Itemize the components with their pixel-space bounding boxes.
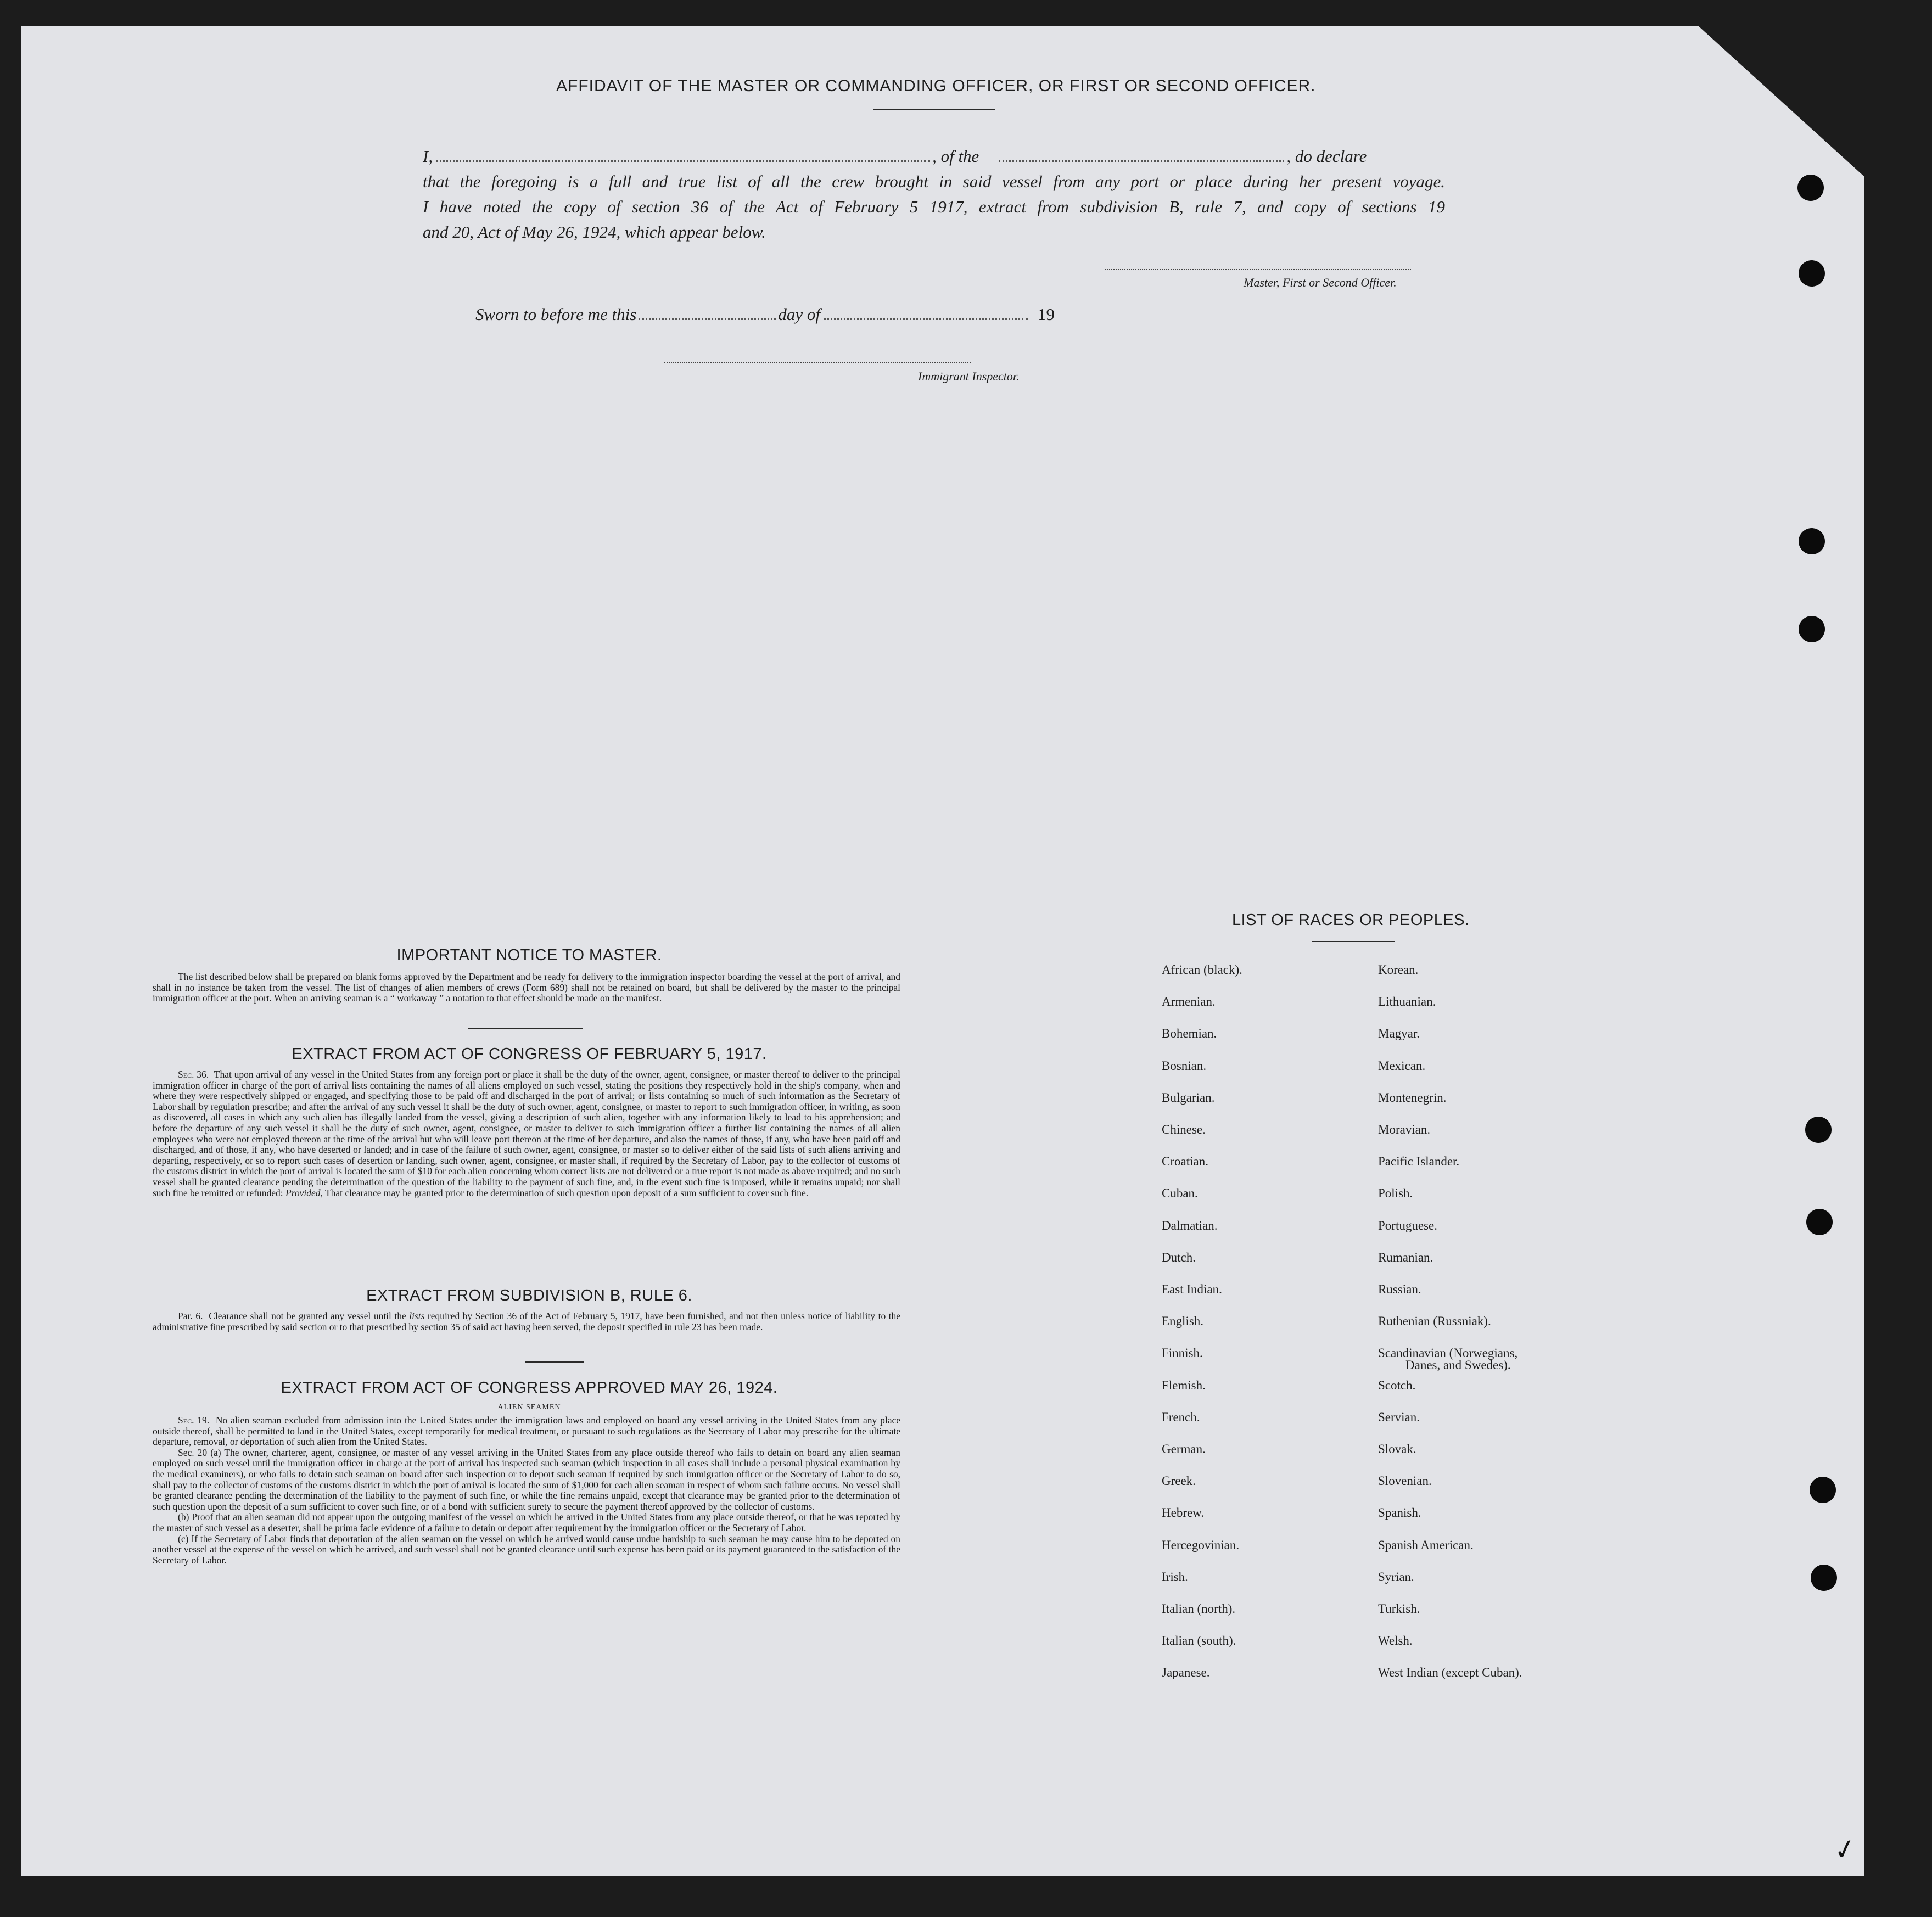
lists-word: lists [409, 1310, 425, 1321]
sec-19-text: No alien seaman excluded from admission into the United States under the immigration laws and employed on board any vessel arriving in the United States from any place outside thereof, shall be permitted to land in the United States, except temporarily for medical treatment, or pursuant to such regulations as the Secretary of Labor may prescribe for the ultimate departure, removal, or deportation of such alien from the United States. [153, 1415, 900, 1448]
inspector-signature-label: Immigrant Inspector. [918, 369, 1020, 383]
sworn-month-field[interactable] [824, 308, 1028, 320]
sec-20b-paragraph: (b) Proof that an alien seaman did not appear upon the outgoing manifest of the vessel on which he arrived in the United States from any place outside thereof, or that he was reported by the master of such vessel as a deserter, shall be prima facie evidence of a failure to detain or deport after requirement by the immigration officer or the Secretary of Labor. [153, 1511, 900, 1533]
extract-rule6-text [153, 1311, 900, 1332]
par-6-label: Par. 6. [178, 1310, 203, 1321]
race-item: Irish. [1162, 1570, 1188, 1584]
title-underline [873, 109, 995, 110]
race-item: Finnish. [1162, 1346, 1203, 1360]
race-item: German. [1162, 1442, 1206, 1456]
race-item: Servian. [1378, 1410, 1420, 1424]
punch-hole [1811, 1565, 1837, 1591]
race-item: Scotch. [1378, 1378, 1416, 1392]
section-divider [525, 1361, 584, 1363]
affidavit-of-the: , of the [932, 147, 979, 166]
affidavit-i: I, [423, 147, 433, 166]
race-item: Greek. [1162, 1474, 1196, 1488]
race-item: Ruthenian (Russniak). [1378, 1314, 1491, 1328]
race-item-continuation: Danes, and Swedes). [1405, 1358, 1511, 1372]
race-item: Rumanian. [1378, 1251, 1433, 1264]
affidavit-title: AFFIDAVIT OF THE MASTER OR COMMANDING OFFICER, OR FIRST OR SECOND OFFICER. [556, 77, 1316, 95]
race-item: Spanish. [1378, 1506, 1421, 1520]
race-item: East Indian. [1162, 1282, 1222, 1296]
races-title: LIST OF RACES OR PEOPLES. [1232, 911, 1470, 929]
affidavit-line-2: that the foregoing is a full and true list of all the crew brought in said vessel from any port or place during her present voyage. [423, 172, 1445, 191]
races-title-underline [1312, 941, 1395, 942]
alien-seamen-subheading: ALIEN SEAMEN [497, 1403, 561, 1411]
sec-19-label: Sec. 19. [178, 1415, 210, 1426]
sec-20a-paragraph: Sec. 20 (a) The owner, charterer, agent, consignee, or master of any vessel arriving in the United States from any place outside thereof who fails to detain on board any alien seaman employed on such vessel until the immigration officer in charge at the port of arrival has inspected such seaman (which inspection in all cases shall include a personal physical examination by the medical examiners), or who fails to detain such seaman on board after such inspection or to deport such seaman if required by such immigration officer or the Secretary of Labor to do so, shall pay to the collector of customs of the customs district in which the port of arrival is located the sum of $1,000 for each alien seaman in respect of whom such failure occurs. No vessel shall be granted clearance pending the determination of the liability to the payment of such fine, or while the fine remains unpaid, except that clearance may be granted prior to the determination of such question upon the deposit of a sum sufficient to cover such fine, or of a bond with sufficient surety to secure the payment thereof approved by the collector of customs. [153, 1447, 900, 1512]
sec-20c-paragraph: (c) If the Secretary of Labor finds that deportation of the alien seaman on the vessel on which he arrived would cause undue hardship to such seaman he may cause him to be deported on another vessel at the expense of the vessel on which he arrived, and such vessel shall not be granted clearance until such expense has been paid or its payment guaranteed to the satisfaction of the Secretary of Labor. [153, 1533, 900, 1566]
race-item: Croatian. [1162, 1154, 1208, 1168]
sworn-day-of: day of [778, 305, 820, 324]
race-item: Slovenian. [1378, 1474, 1432, 1488]
extract-rule6-title: EXTRACT FROM SUBDIVISION B, RULE 6. [366, 1287, 692, 1304]
punch-hole [1799, 260, 1825, 287]
sworn-line [475, 305, 1055, 324]
extract-1924-title: EXTRACT FROM ACT OF CONGRESS APPROVED MAY 26, 1924. [281, 1379, 778, 1397]
affidavit-text [423, 144, 1445, 245]
race-item: Turkish. [1378, 1602, 1420, 1616]
race-item: Japanese. [1162, 1666, 1210, 1679]
race-item: Hebrew. [1162, 1506, 1205, 1520]
race-item: Mexican. [1378, 1059, 1426, 1073]
race-item: Bohemian. [1162, 1027, 1217, 1040]
par-6-paragraph [153, 1311, 900, 1332]
notice-title: IMPORTANT NOTICE TO MASTER. [396, 946, 662, 964]
extract-1917-title: EXTRACT FROM ACT OF CONGRESS OF FEBRUARY 5, 1917. [292, 1045, 767, 1063]
race-item: Chinese. [1162, 1123, 1206, 1136]
sec-36-label: Sec. 36. [178, 1069, 209, 1080]
proviso-word: Provided, [285, 1187, 323, 1198]
race-item: Spanish American. [1378, 1538, 1474, 1552]
race-item: Flemish. [1162, 1378, 1206, 1392]
officer-signature-line[interactable] [1105, 269, 1411, 270]
race-item: Dalmatian. [1162, 1219, 1218, 1232]
race-item: Scandinavian (Norwegians, [1378, 1346, 1518, 1360]
race-item: Syrian. [1378, 1570, 1414, 1584]
extract-1924-text [153, 1415, 900, 1566]
vessel-field[interactable] [999, 149, 1284, 162]
race-item: Italian (south). [1162, 1634, 1236, 1647]
race-item: Welsh. [1378, 1634, 1413, 1647]
notice-paragraph: The list described below shall be prepared on blank forms approved by the Department and be ready for delivery to the immigration inspector boarding the vessel at the port of arrival, and shall in no instance be taken from the vessel. The list of changes of alien members of crews (Form 689) shall not be retained on board, but shall be delivered by the master to the principal immigration officer at the port. When an arriving seaman is a “ workaway ” a notation to that effect should be made on the manifest. [153, 971, 900, 1004]
race-item: Dutch. [1162, 1251, 1196, 1264]
race-item: Cuban. [1162, 1186, 1198, 1200]
extract-1917-text [153, 1069, 900, 1198]
race-item: Pacific Islander. [1378, 1154, 1460, 1168]
punch-hole [1806, 1209, 1833, 1235]
proviso-text: That clearance may be granted prior to the determination of such question upon deposit of a sum sufficient to cover such fine. [324, 1187, 809, 1198]
section-divider [468, 1028, 583, 1029]
race-item: Italian (north). [1162, 1602, 1236, 1616]
race-item: Armenian. [1162, 995, 1216, 1008]
sec-36-text: That upon arrival of any vessel in the United States from any foreign port or place it shall be the duty of the owner, agent, consignee, or master thereof to deliver to the principal immigration officer in charge of the port of arrival lists containing the names of all aliens employed on such vessel, stating the positions they respectively hold in the ship's company, when and where they were respectively shipped or engaged, and specifying those to be paid off and discharged in the port of arrival; or lists containing so much of such information as the Secretary of Labor shall by regulation prescribe; and after the arrival of any such vessel it shall be the duty of such owner, agent, consignee, or master to report to such immigration officer, in writing, as soon as discovered, all cases in which any such alien has illegally landed from the vessel, giving a description of such alien, together with any information likely to lead to his apprehension; and before the departure of any such vessel it shall be the duty of such owner, agent, consignee, or master to deliver to such immigration officer a further list containing the names of all alien employees who were not employed thereon at the time of the arrival but who will leave port thereon at the time of her departure, and also the names of those, if any, who have been paid off and discharged, and of those, if any, who have deserted or landed; and in case of the failure of such owner, agent, consignee, or master so to deliver either of the said lists of such aliens arriving and departing, respectively, or so to report such cases of desertion or landing, such owner, agent, consignee, or master shall, if required by the Secretary of Labor, pay to the collector of customs of the customs district in which the port of arrival is located the sum of $10 for each alien concerning whom correct lists are not delivered or a true report is not made as above required; and no such vessel shall be granted clearance pending the determination of the question of the liability to the payment of such fine, and, in the event such fine is imposed, while it remains unpaid; nor shall such fine be remitted or refunded: [153, 1069, 900, 1198]
race-item: Slovak. [1378, 1442, 1416, 1456]
race-item: African (black). [1162, 963, 1242, 977]
race-item: West Indian (except Cuban). [1378, 1666, 1522, 1679]
race-item: Bulgarian. [1162, 1091, 1215, 1105]
race-item: Montenegrin. [1378, 1091, 1447, 1105]
race-item: Russian. [1378, 1282, 1421, 1296]
race-item: Bosnian. [1162, 1059, 1207, 1073]
race-item: Korean. [1378, 963, 1419, 977]
punch-hole [1799, 528, 1825, 554]
race-item: Lithuanian. [1378, 995, 1436, 1008]
race-item: French. [1162, 1410, 1200, 1424]
sworn-year-prefix: 19 [1037, 305, 1055, 324]
handwritten-check-mark: ✓ [1830, 1832, 1860, 1867]
affidavit-line-4: and 20, Act of May 26, 1924, which appear below. [423, 222, 766, 242]
race-item: Moravian. [1378, 1123, 1431, 1136]
officer-signature-label: Master, First or Second Officer. [1244, 276, 1397, 289]
punch-hole [1799, 616, 1825, 642]
race-item: English. [1162, 1314, 1204, 1328]
inspector-signature-line[interactable] [664, 362, 971, 363]
sec-36-paragraph [153, 1069, 900, 1198]
name-field[interactable] [436, 149, 930, 162]
sworn-day-field[interactable] [639, 308, 776, 320]
notice-text [153, 972, 900, 1004]
race-item: Hercegovinian. [1162, 1538, 1240, 1552]
race-item: Polish. [1378, 1186, 1413, 1200]
punch-hole [1810, 1477, 1836, 1503]
affidavit-line-3: I have noted the copy of section 36 of the Act of February 5 1917, extract from subdivision B, rule 7, and copy of sections 19 [423, 197, 1445, 216]
affidavit-do-declare: , do declare [1286, 147, 1367, 166]
punch-hole [1797, 175, 1824, 201]
race-item: Magyar. [1378, 1027, 1420, 1040]
sworn-prefix: Sworn to before me this [475, 305, 637, 324]
race-item: Portuguese. [1378, 1219, 1437, 1232]
sec-19-paragraph [153, 1415, 900, 1448]
par-6-text-a: Clearance shall not be granted any vessel until the [209, 1310, 406, 1321]
par-6-text-b: required by Section 36 of the Act of February 5, 1917, have been furnished, and not then unless notice of liability to the administrative fine prescribed by said section or to that prescribed by section 35 of said act having been served, the deposit specified in rule 23 has been made. [153, 1310, 901, 1332]
punch-hole [1805, 1117, 1832, 1143]
